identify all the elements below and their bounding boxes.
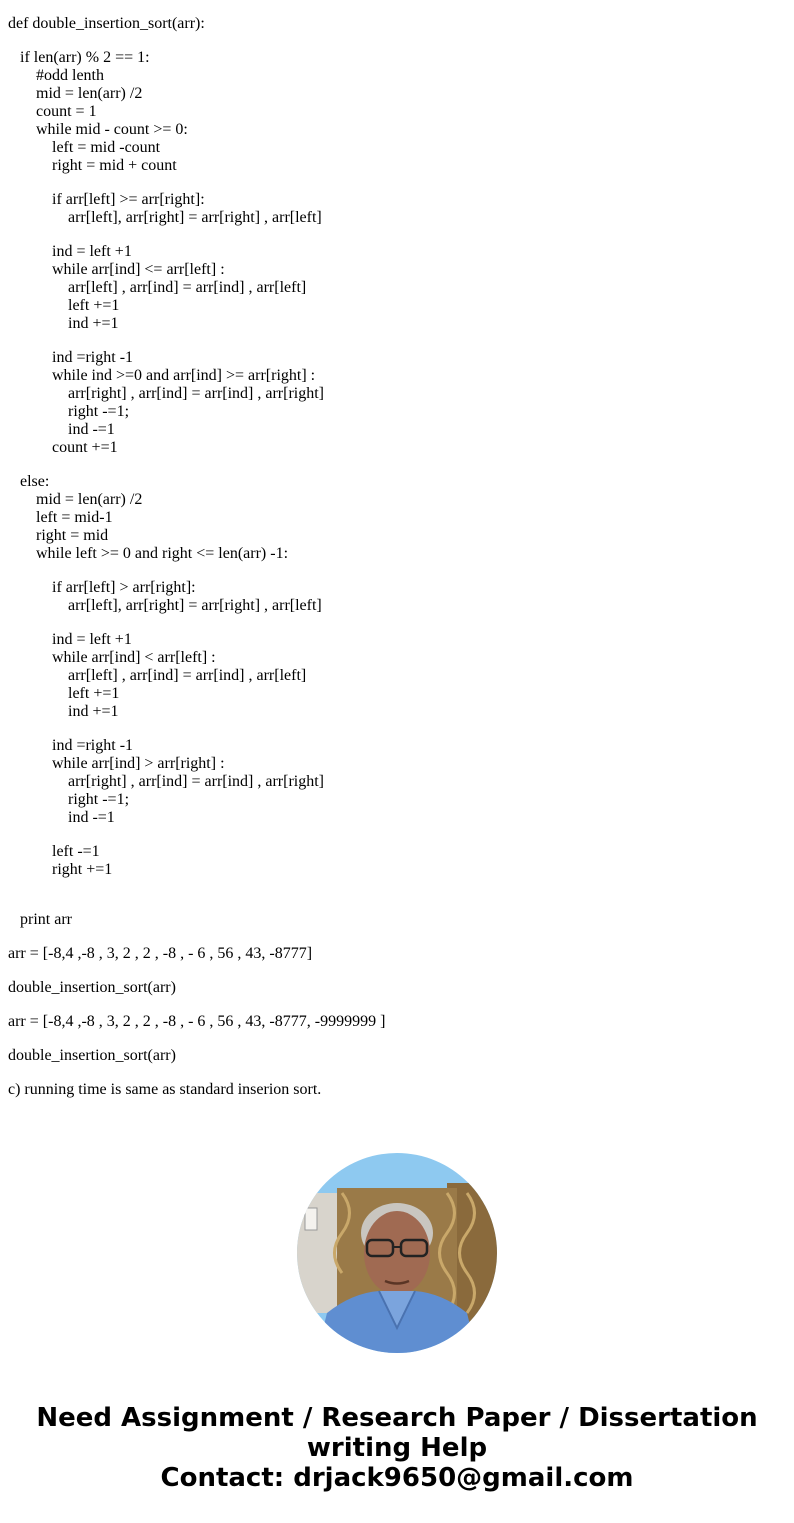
code-line: arr[left] , arr[ind] = arr[ind] , arr[left] (68, 279, 307, 296)
code-line: right = mid (36, 527, 109, 544)
code-line: while arr[ind] < arr[left] : (52, 649, 216, 666)
code-line: ind -=1 (68, 421, 115, 438)
code-line: left +=1 (68, 297, 120, 314)
code-line: right -=1; (68, 403, 130, 420)
code-line: arr[right] , arr[ind] = arr[ind] , arr[right] (68, 773, 325, 790)
code-line: ind +=1 (68, 703, 119, 720)
code-line: while arr[ind] > arr[right] : (52, 755, 225, 772)
code-line: c) running time is same as standard inserion sort. (8, 1081, 322, 1098)
code-line: print arr (20, 911, 72, 928)
code-line: double_insertion_sort(arr) (8, 979, 176, 996)
code-line: while mid - count >= 0: (36, 121, 188, 138)
code-line: ind -=1 (68, 809, 115, 826)
code-line: double_insertion_sort(arr) (8, 1047, 176, 1064)
code-line: left = mid -count (52, 139, 161, 156)
code-line: arr = [-8,4 ,-8 , 3, 2 , 2 , -8 , - 6 , 56 , 43, -8777] (8, 945, 313, 962)
code-line: arr = [-8,4 ,-8 , 3, 2 , 2 , -8 , - 6 , 56 , 43, -8777, -9999999 ] (8, 1013, 386, 1030)
footer-line-3: Contact: drjack9650@gmail.com (160, 1463, 634, 1493)
code-line: if arr[left] >= arr[right]: (52, 191, 205, 208)
code-line: right +=1 (52, 861, 113, 878)
code-line: #odd lenth (36, 67, 104, 84)
code-line: ind +=1 (68, 315, 119, 332)
code-line: ind =right -1 (52, 737, 134, 754)
author-avatar (297, 1153, 497, 1353)
code-line: count = 1 (36, 103, 97, 120)
code-line: arr[left], arr[right] = arr[right] , arr[left] (68, 209, 322, 226)
code-line: if len(arr) % 2 == 1: (20, 49, 150, 66)
code-line: right = mid + count (52, 157, 177, 174)
code-line: def double_insertion_sort(arr): (8, 15, 205, 32)
person-photo-icon (297, 1153, 497, 1353)
code-line: arr[right] , arr[ind] = arr[ind] , arr[right] (68, 385, 325, 402)
code-line: while arr[ind] <= arr[left] : (52, 261, 225, 278)
footer-line-1: Need Assignment / Research Paper / Dissertation (36, 1403, 758, 1433)
code-line: while ind >=0 and arr[ind] >= arr[right] : (52, 367, 316, 384)
code-line: ind =right -1 (52, 349, 134, 366)
code-line: else: (20, 473, 50, 490)
code-line: left -=1 (52, 843, 100, 860)
code-line: left = mid-1 (36, 509, 113, 526)
code-line: arr[left], arr[right] = arr[right] , arr[left] (68, 597, 322, 614)
code-line: ind = left +1 (52, 243, 132, 260)
footer-line-2: writing Help (306, 1433, 488, 1463)
code-line: ind = left +1 (52, 631, 132, 648)
code-line: mid = len(arr) /2 (36, 491, 143, 508)
code-line: while left >= 0 and right <= len(arr) -1: (36, 545, 289, 562)
code-line: if arr[left] > arr[right]: (52, 579, 196, 596)
code-line: arr[left] , arr[ind] = arr[ind] , arr[left] (68, 667, 307, 684)
code-line: left +=1 (68, 685, 120, 702)
code-line: count +=1 (52, 439, 118, 456)
code-line: right -=1; (68, 791, 130, 808)
contact-footer (0, 1403, 794, 1493)
code-line: mid = len(arr) /2 (36, 85, 143, 102)
